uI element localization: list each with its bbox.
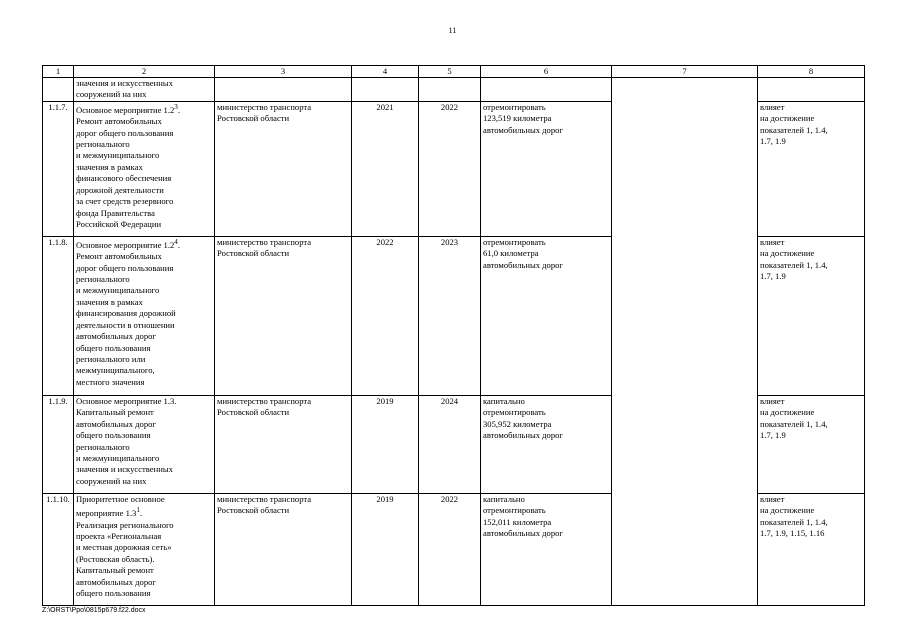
measure-name: Приоритетное основное мероприятие $1.3^1$. Реализация регионального проекта «Региональная и местная дорожная сеть» (Ростовская область). Капитальный ремонт автомобильных дорог общего пользования — [74, 494, 215, 606]
header-cell: 6 — [481, 66, 612, 78]
row-number: 1.1.9. — [43, 396, 74, 494]
measure-name: Основное мероприятие $1.2^4$. Ремонт автомобильных дорог общего пользования регионального и межмуниципального значения в рамках финансирования дорожной деятельности в отношении автомобильных дорог общего пользования регионального или межмуниципального, местного значения — [74, 237, 215, 396]
end-year: 2023 — [419, 237, 481, 396]
continuation-row — [43, 78, 865, 102]
expected-result: капитально отремонтировать 152,011 километра автомобильных дорог — [481, 494, 612, 606]
executor: министерство транспорта Ростовской области — [215, 102, 352, 237]
expected-result: капитально отремонтировать 305,952 километра автомобильных дорог — [481, 396, 612, 494]
expected-result: отремонтировать 123,519 километра автомобильных дорог — [481, 102, 612, 237]
row-number: 1.1.10. — [43, 494, 74, 606]
start-year: 2021 — [352, 102, 419, 237]
end-year: 2024 — [419, 396, 481, 494]
indicator-link: влияет на достижение показателей 1, 1.4, 1.7, 1.9 — [758, 102, 865, 237]
header-cell: 1 — [43, 66, 74, 78]
page-number: 11 — [448, 26, 457, 35]
expected-result: отремонтировать 61,0 километра автомобильных дорог — [481, 237, 612, 396]
header-cell: 5 — [419, 66, 481, 78]
indicator-link: влияет на достижение показателей 1, 1.4, 1.7, 1.9, 1.15, 1.16 — [758, 494, 865, 606]
header-row — [43, 66, 865, 78]
header-cell: 7 — [612, 66, 758, 78]
indicator-link: влияет на достижение показателей 1, 1.4, 1.7, 1.9 — [758, 237, 865, 396]
end-year: 2022 — [419, 494, 481, 606]
measure-name: Основное мероприятие 1.3. Капитальный ремонт автомобильных дорог общего пользования регионального и межмуниципального значения и искусственных сооружений на них — [74, 396, 215, 494]
header-cell: 8 — [758, 66, 865, 78]
start-year: 2019 — [352, 396, 419, 494]
executor: министерство транспорта Ростовской области — [215, 494, 352, 606]
executor: министерство транспорта Ростовской области — [215, 237, 352, 396]
row-number: 1.1.8. — [43, 237, 74, 396]
start-year: 2022 — [352, 237, 419, 396]
file-path-footer: Z:\ORST\Ppo\0815p679.f22.docx — [42, 607, 146, 614]
indicator-link: влияет на достижение показателей 1, 1.4, 1.7, 1.9 — [758, 396, 865, 494]
header-cell: 2 — [74, 66, 215, 78]
measure-name: Основное мероприятие $1.2^3$. Ремонт автомобильных дорог общего пользования регионального и межмуниципального значения в рамках финансового обеспечения дорожной деятельности за счет средств резервного фонда Правительства Российской Федерации — [74, 102, 215, 237]
executor: министерство транспорта Ростовской области — [215, 396, 352, 494]
column-7-cell — [612, 78, 758, 606]
header-cell: 4 — [352, 66, 419, 78]
measures-table — [42, 65, 865, 606]
row-number: 1.1.7. — [43, 102, 74, 237]
measure-name-continued: значения и искусственных сооружений на них — [74, 78, 215, 102]
end-year: 2022 — [419, 102, 481, 237]
start-year: 2019 — [352, 494, 419, 606]
header-cell: 3 — [215, 66, 352, 78]
